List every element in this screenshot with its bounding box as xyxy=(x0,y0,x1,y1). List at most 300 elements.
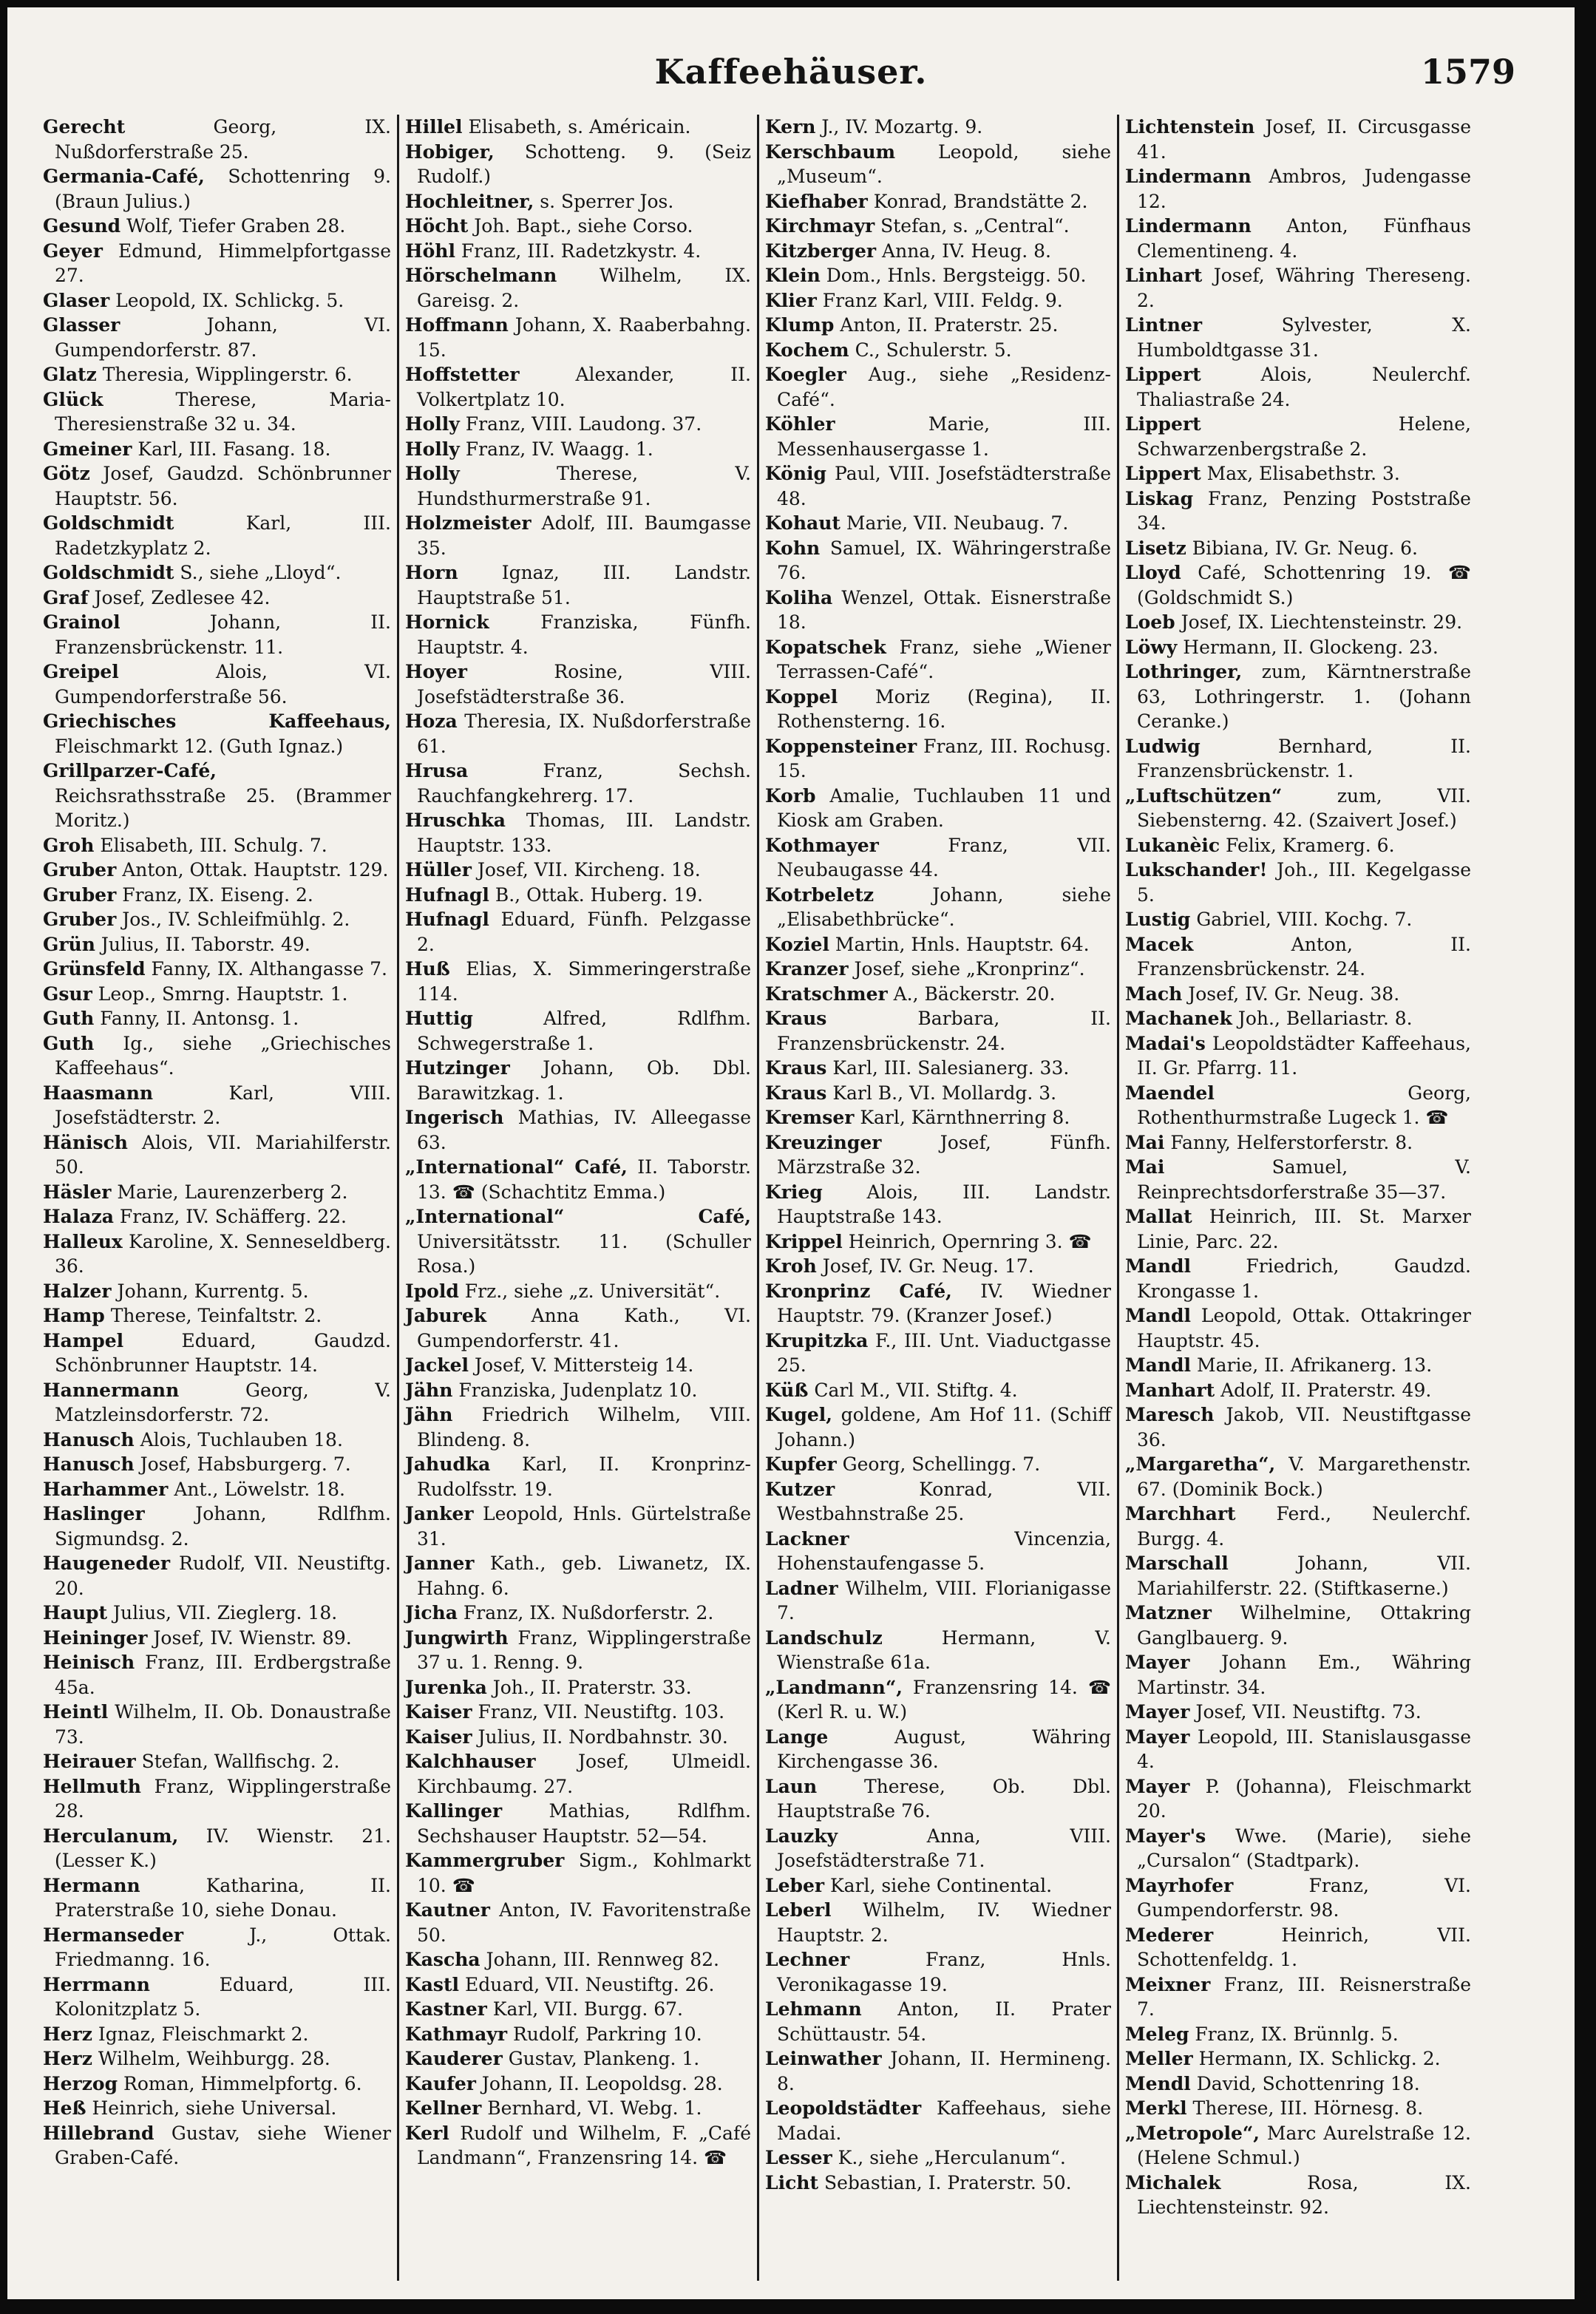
entry-name: Lisetz xyxy=(1125,537,1186,559)
entry-details: Gustav, Plankeng. 1. xyxy=(508,2048,700,2069)
entry-name: Jähn xyxy=(405,1404,453,1425)
directory-entry xyxy=(405,1502,751,1551)
entry-name: Meller xyxy=(1125,2048,1193,2069)
entry-name: König xyxy=(765,463,827,484)
entry-name: Kreuzinger xyxy=(765,1131,882,1153)
directory-entry xyxy=(765,1898,1111,1947)
entry-details: Ambros, Judengasse 12. xyxy=(1137,166,1471,212)
entry-details: August, Währing Kirchengasse 36. xyxy=(777,1726,1111,1772)
entry-details: Friedrich Wilhelm, VIII. Blindeng. 8. xyxy=(417,1404,752,1451)
directory-entry xyxy=(43,1006,391,1031)
entry-details: Wilhelm, II. Ob. Donaustraße 73. xyxy=(55,1701,391,1748)
directory-entry xyxy=(765,1006,1111,1056)
directory-entry xyxy=(765,2046,1111,2096)
directory-entry xyxy=(765,461,1111,511)
entry-details: Helene, Schwarzenbergstraße 2. xyxy=(1137,413,1471,460)
directory-entry xyxy=(765,1105,1111,1130)
directory-entry xyxy=(1125,313,1471,362)
entry-details: Leopold, siehe „Museum“. xyxy=(777,140,1111,187)
entry-details: Rosine, VIII. Josefstädterstraße 36. xyxy=(417,661,751,708)
entry-details: Alois, VII. Mariahilferstr. 50. xyxy=(55,1131,391,1178)
entry-name: Gruber xyxy=(43,883,117,906)
entry-details: Julius, II. Taborstr. 49. xyxy=(101,933,310,955)
entry-details: Karl, II. Kronprinz-Rudolfsstr. 19. xyxy=(417,1453,752,1500)
entry-name: Heirauer xyxy=(43,1751,136,1772)
entry-details: Ferd., Neulerchf. Burgg. 4. xyxy=(1137,1503,1471,1550)
entry-details: Johann, III. Rennweg 82. xyxy=(486,1949,719,1970)
entry-name: Lange xyxy=(765,1726,829,1748)
entry-details: Alois, III. Landstr. Hauptstraße 143. xyxy=(777,1181,1111,1227)
entry-name: Hoza xyxy=(405,710,458,732)
entry-details: Franzensring 14. ☎ (Kerl R. u. W.) xyxy=(777,1676,1111,1723)
directory-entry xyxy=(765,1527,1111,1576)
entry-details: Paul, VIII. Josefstädterstraße 48. xyxy=(777,463,1111,509)
entry-name: Mayer xyxy=(1125,1726,1190,1748)
directory-entry xyxy=(1125,1402,1471,1452)
directory-entry xyxy=(43,1130,391,1180)
entry-details: Moriz (Regina), II. Rothensterng. 16. xyxy=(777,685,1111,732)
entry-name: Marchhart xyxy=(1125,1503,1236,1524)
directory-entry xyxy=(765,1997,1111,2046)
entry-name: Hoffstetter xyxy=(405,364,520,385)
entry-details: Konrad, VII. Westbahnstraße 25. xyxy=(777,1478,1111,1524)
directory-entry xyxy=(1125,784,1471,833)
entry-name: Kastl xyxy=(405,1973,460,1995)
directory-entry xyxy=(43,1329,391,1378)
entry-details: Wolf, Tiefer Graben 28. xyxy=(126,215,346,237)
directory-columns xyxy=(37,115,1478,2281)
entry-details: Schottenring 9. (Braun Julius.) xyxy=(55,166,391,212)
directory-entry xyxy=(1125,164,1471,214)
entry-name: Lesser xyxy=(765,2147,832,2168)
entry-name: Guth xyxy=(43,1008,95,1029)
directory-entry xyxy=(1125,1006,1471,1031)
entry-details: Karl B., VI. Mollardg. 3. xyxy=(832,1082,1057,1104)
entry-name: Hermann xyxy=(43,1874,140,1896)
directory-entry xyxy=(765,957,1111,982)
column-2 xyxy=(397,115,757,2281)
directory-entry xyxy=(405,1378,751,1403)
entry-details: Julius, II. Nordbahnstr. 30. xyxy=(478,1726,728,1748)
entry-name: Lackner xyxy=(765,1527,849,1550)
entry-name: Holzmeister xyxy=(405,512,532,534)
directory-entry xyxy=(765,2145,1111,2171)
entry-details: F., III. Unt. Viaductgasse 25. xyxy=(777,1329,1111,1376)
directory-entry xyxy=(405,2046,751,2072)
entry-details: Johann, Ob. Dbl. Barawitzkag. 1. xyxy=(417,1057,751,1104)
entry-name: Heß xyxy=(43,2097,86,2119)
entry-name: Küß xyxy=(765,1379,809,1401)
entry-details: Leopold, III. Stanislausgasse 4. xyxy=(1137,1726,1471,1772)
entry-details: Samuel, V. Reinprechtsdorferstraße 35—37. xyxy=(1137,1156,1472,1203)
entry-details: Theresia, Wipplingerstr. 6. xyxy=(102,364,353,385)
entry-details: Josef, IV. Gr. Neug. 17. xyxy=(822,1255,1034,1277)
entry-name: Mendl xyxy=(1125,2072,1191,2094)
entry-details: Hermann, V. Wienstraße 61a. xyxy=(777,1626,1111,1673)
directory-entry xyxy=(405,2022,751,2047)
directory-entry xyxy=(405,1947,751,1972)
entry-name: Kitzberger xyxy=(765,240,877,262)
entry-name: Kaufer xyxy=(405,2072,476,2094)
directory-entry xyxy=(1125,932,1471,982)
entry-details: Johann Em., Währing Martinstr. 34. xyxy=(1137,1652,1471,1698)
directory-entry xyxy=(43,858,391,883)
entry-details: Marc Aurelstraße 12. (Helene Schmul.) xyxy=(1137,2122,1471,2168)
entry-details: Aug., siehe „Residenz-Café“. xyxy=(777,364,1112,410)
entry-details: Theresia, IX. Nußdorferstraße 61. xyxy=(417,710,751,757)
entry-name: „Landmann“, xyxy=(765,1676,903,1698)
directory-entry xyxy=(1125,560,1471,610)
directory-entry xyxy=(405,1972,751,1998)
entry-details: Anna, VIII. Josefstädterstraße 71. xyxy=(777,1825,1112,1871)
entry-name: Holly xyxy=(405,463,460,484)
entry-name: Kugel, xyxy=(765,1404,832,1425)
entry-details: Alois, Neulerchf. Thaliastraße 24. xyxy=(1137,364,1471,410)
entry-name: Ipold xyxy=(405,1280,459,1302)
entry-details: Adolf, III. Baumgasse 35. xyxy=(417,512,752,559)
directory-entry xyxy=(765,2171,1111,2196)
entry-name: Jähn xyxy=(405,1379,453,1401)
entry-name: Jahudka xyxy=(405,1453,491,1475)
entry-details: Rosa, IX. Liechtensteinstr. 92. xyxy=(1137,2171,1472,2218)
entry-name: Kothmayer xyxy=(765,834,879,856)
entry-details: Johann, Rdlfhm. Sigmundsg. 2. xyxy=(55,1503,391,1550)
entry-details: Karoline, X. Senneseldberg. 36. xyxy=(55,1230,391,1277)
entry-name: Kastner xyxy=(405,1998,487,2020)
entry-details: Franz, Hnls. Veronikagasse 19. xyxy=(777,1949,1112,1995)
entry-name: Hillebrand xyxy=(43,2122,154,2144)
entry-details: Franz, III. Erdbergstraße 45a. xyxy=(55,1652,391,1698)
directory-entry xyxy=(405,1303,751,1353)
entry-details: Wilhelm, VIII. Florianigasse 7. xyxy=(777,1577,1111,1623)
entry-name: Krupitzka xyxy=(765,1329,869,1351)
entry-name: Kaiser xyxy=(405,1726,472,1748)
entry-name: Hufnagl xyxy=(405,883,489,906)
directory-entry xyxy=(765,2096,1111,2145)
directory-entry xyxy=(405,239,751,264)
directory-entry xyxy=(405,437,751,462)
entry-details: Sylvester, X. Humboldtgasse 31. xyxy=(1137,314,1471,361)
directory-entry xyxy=(765,1130,1111,1180)
directory-entry xyxy=(1125,659,1471,734)
entry-name: Kaiser xyxy=(405,1701,472,1723)
entry-name: Grünsfeld xyxy=(43,958,146,980)
entry-details: B., Ottak. Huberg. 19. xyxy=(495,883,703,906)
directory-entry xyxy=(405,957,751,1006)
directory-entry xyxy=(43,1650,391,1700)
entry-name: Harhammer xyxy=(43,1478,169,1500)
entry-name: Koziel xyxy=(765,933,829,955)
entry-name: Hanusch xyxy=(43,1428,135,1451)
entry-name: Ludwig xyxy=(1125,735,1201,757)
entry-details: Carl M., VII. Stiftg. 4. xyxy=(814,1379,1018,1401)
directory-entry xyxy=(1125,2171,1471,2220)
entry-details: Eduard, III. Kolonitzplatz 5. xyxy=(55,1973,391,2020)
entry-name: Grillparzer-Café, xyxy=(43,760,217,781)
entry-details: Sigm., Kohlmarkt 10. ☎ xyxy=(417,1850,751,1896)
entry-name: Lukschander! xyxy=(1125,859,1268,881)
entry-details: Ignaz, III. Landstr. Hauptstraße 51. xyxy=(417,562,751,608)
directory-entry xyxy=(405,1601,751,1626)
entry-details: Joh., III. Kegelgasse 5. xyxy=(1137,859,1471,906)
column-3 xyxy=(757,115,1117,2281)
directory-entry xyxy=(1125,982,1471,1007)
entry-details: Frz., siehe „z. Universität“. xyxy=(464,1280,721,1302)
entry-name: Hufnagl xyxy=(405,909,489,930)
entry-details: Hermann, IX. Schlickg. 2. xyxy=(1198,2048,1441,2069)
entry-details: Friedrich, Gaudzd. Krongasse 1. xyxy=(1137,1255,1471,1302)
entry-details: Franz, Wipplingerstraße 28. xyxy=(55,1775,391,1822)
directory-entry xyxy=(765,1725,1111,1774)
entry-details: P. (Johanna), Fleischmarkt 20. xyxy=(1137,1775,1471,1822)
entry-name: Löwy xyxy=(1125,636,1178,658)
entry-details: Franziska, Fünfh. Hauptstr. 4. xyxy=(417,611,751,658)
entry-name: Kutzer xyxy=(765,1478,835,1500)
entry-details: Franz Karl, VIII. Feldg. 9. xyxy=(822,289,1063,311)
entry-name: Lechner xyxy=(765,1949,850,1970)
entry-details: Anton, Fünfhaus Clementineng. 4. xyxy=(1137,215,1471,262)
entry-name: Glasser xyxy=(43,314,120,336)
entry-details: Leopold, IX. Schlickg. 5. xyxy=(115,289,344,311)
directory-entry xyxy=(43,1279,391,1304)
directory-entry xyxy=(405,1997,751,2022)
directory-entry xyxy=(765,982,1111,1007)
entry-name: Groh xyxy=(43,834,95,856)
entry-name: Meixner xyxy=(1125,1973,1211,1995)
entry-name: „Luftschützen“ xyxy=(1125,784,1283,807)
entry-name: Hoffmann xyxy=(405,314,509,336)
directory-entry xyxy=(43,461,391,511)
entry-name: Herz xyxy=(43,2048,92,2069)
directory-entry xyxy=(765,412,1111,461)
entry-details: Eduard, Fünfh. Pelzgasse 2. xyxy=(417,909,751,955)
entry-details: Café, Schottenring 19. ☎ (Goldschmidt S.) xyxy=(1137,562,1471,608)
entry-name: Kautner xyxy=(405,1899,490,1921)
entry-name: Glück xyxy=(43,388,103,410)
entry-name: Leberl xyxy=(765,1899,832,1921)
directory-entry xyxy=(405,883,751,908)
directory-entry xyxy=(1125,2046,1471,2072)
directory-entry xyxy=(1125,1155,1471,1204)
entry-details: Sebastian, I. Praterstr. 50. xyxy=(824,2171,1072,2193)
directory-entry xyxy=(765,1229,1111,1255)
entry-name: Klein xyxy=(765,265,821,286)
entry-name: Halleux xyxy=(43,1230,123,1252)
entry-details: Franz, Wipplingerstraße 37 u. 1. Renng. 9. xyxy=(417,1626,751,1673)
entry-name: Landschulz xyxy=(765,1626,883,1649)
entry-name: Goldschmidt xyxy=(43,512,174,534)
directory-entry xyxy=(765,932,1111,957)
directory-entry xyxy=(43,586,391,611)
entry-details: Ignaz, Fleischmarkt 2. xyxy=(98,2023,309,2045)
entry-details: A., Bäckerstr. 20. xyxy=(893,983,1056,1005)
entry-name: Hruschka xyxy=(405,810,506,831)
entry-name: Kallinger xyxy=(405,1800,503,1822)
entry-name: Kupfer xyxy=(765,1453,837,1475)
entry-name: Jaburek xyxy=(405,1305,487,1326)
entry-details: Felix, Kramerg. 6. xyxy=(1226,834,1395,856)
directory-entry xyxy=(765,883,1111,932)
directory-entry xyxy=(405,560,751,610)
entry-details: Bernhard, VI. Webg. 1. xyxy=(487,2097,702,2119)
entry-details: Marie, III. Messenhausergasse 1. xyxy=(777,413,1111,460)
directory-entry xyxy=(765,239,1111,264)
entry-name: Horn xyxy=(405,562,458,583)
entry-name: Kathmayr xyxy=(405,2023,508,2045)
entry-name: Germania-Café, xyxy=(43,166,205,187)
entry-name: Jicha xyxy=(405,1602,458,1623)
directory-entry xyxy=(1125,1551,1471,1601)
entry-details: Julius, VII. Zieglerg. 18. xyxy=(112,1602,338,1623)
entry-details: Franz, VII. Neubaugasse 44. xyxy=(777,834,1112,881)
directory-entry xyxy=(765,1477,1111,1527)
entry-name: Griechisches Kaffeehaus, xyxy=(43,710,391,732)
directory-entry xyxy=(1125,1130,1471,1156)
entry-name: Hamp xyxy=(43,1305,105,1326)
directory-entry xyxy=(43,759,391,833)
entry-details: Anton, II. Franzensbrückenstr. 24. xyxy=(1137,933,1471,980)
entry-details: Johann, VI. Gumpendorferstr. 87. xyxy=(55,314,391,361)
entry-name: Kranzer xyxy=(765,958,849,980)
entry-name: Guth xyxy=(43,1032,95,1054)
directory-entry xyxy=(43,883,391,908)
entry-details: Mathias, Rdlfhm. Sechshauser Hauptstr. 52—54. xyxy=(417,1800,751,1847)
entry-details: Josef, IV. Wienstr. 89. xyxy=(153,1626,352,1649)
entry-name: Krieg xyxy=(765,1181,823,1203)
entry-name: Hrusa xyxy=(405,760,469,781)
directory-entry xyxy=(43,1428,391,1453)
entry-name: Mayer xyxy=(1125,1775,1190,1797)
directory-entry xyxy=(1125,1650,1471,1700)
entry-name: Kotrbeletz xyxy=(765,883,875,906)
entry-name: Madai's xyxy=(1125,1032,1206,1054)
directory-entry xyxy=(765,338,1111,363)
directory-entry xyxy=(405,214,751,239)
entry-name: Kirchmayr xyxy=(765,215,875,237)
directory-entry xyxy=(765,263,1111,288)
directory-entry xyxy=(405,1749,751,1799)
entry-details: IV. Wienstr. 21. (Lesser K.) xyxy=(55,1825,391,1871)
entry-details: Franz, Penzing Poststraße 34. xyxy=(1137,487,1471,534)
directory-entry xyxy=(405,1155,751,1204)
entry-details: Kath., geb. Liwanetz, IX. Hahng. 6. xyxy=(417,1553,752,1599)
directory-entry xyxy=(1125,115,1471,164)
entry-details: Josef, V. Mittersteig 14. xyxy=(474,1354,694,1376)
directory-entry xyxy=(43,164,391,214)
entry-details: Rudolf, Parkring 10. xyxy=(512,2023,702,2045)
entry-details: Georg, Rothenthurmstraße Lugeck 1. ☎ xyxy=(1137,1082,1471,1128)
directory-entry xyxy=(1125,536,1471,561)
entry-details: IV. Wiedner Hauptstr. 79. (Kranzer Josef.) xyxy=(777,1280,1112,1326)
directory-entry xyxy=(43,659,391,709)
entry-details: Wwe. (Marie), siehe „Cursalon“ (Stadtpark). xyxy=(1137,1825,1471,1871)
directory-entry xyxy=(405,1353,751,1378)
directory-entry xyxy=(405,907,751,957)
entry-name: Köhler xyxy=(765,413,835,435)
entry-name: Grainol xyxy=(43,611,120,633)
directory-entry xyxy=(43,932,391,957)
entry-details: Josef, Habsburgerg. 7. xyxy=(140,1453,351,1475)
entry-name: Kalchhauser xyxy=(405,1751,536,1772)
directory-entry xyxy=(43,313,391,362)
entry-name: Höhl xyxy=(405,240,455,262)
directory-entry xyxy=(405,1675,751,1700)
directory-entry xyxy=(43,511,391,560)
directory-entry xyxy=(43,214,391,239)
entry-name: Krippel xyxy=(765,1230,843,1252)
entry-details: Therese, Ob. Dbl. Hauptstraße 76. xyxy=(777,1775,1111,1822)
entry-details: Franz, III. Reisnerstraße 7. xyxy=(1137,1973,1471,2020)
directory-entry xyxy=(43,1303,391,1329)
entry-name: Mayer xyxy=(1125,1652,1190,1673)
entry-name: Lippert xyxy=(1125,364,1201,385)
directory-entry xyxy=(405,1452,751,1502)
entry-name: Lehmann xyxy=(765,1998,862,2020)
entry-name: Lindermann xyxy=(1125,166,1252,187)
directory-entry xyxy=(43,1749,391,1774)
directory-entry xyxy=(1125,1972,1471,2022)
entry-details: Wilhelm, Weihburgg. 28. xyxy=(98,2048,330,2069)
entry-details: Elisabeth, s. Américain. xyxy=(468,116,691,138)
entry-name: Greipel xyxy=(43,661,119,682)
entry-name: Macek xyxy=(1125,933,1194,955)
entry-name: Hillel xyxy=(405,116,463,138)
directory-entry xyxy=(1125,1353,1471,1378)
entry-name: Lauzky xyxy=(765,1825,838,1847)
directory-entry xyxy=(765,833,1111,883)
directory-entry xyxy=(765,1279,1111,1329)
entry-name: Lothringer, xyxy=(1125,661,1243,682)
entry-details: Alois, VI. Gumpendorferstraße 56. xyxy=(55,661,391,708)
directory-entry xyxy=(765,288,1111,313)
entry-details: Georg, Schellingg. 7. xyxy=(842,1453,1041,1475)
entry-name: Kochem xyxy=(765,339,849,361)
entry-details: Heinrich, siehe Universal. xyxy=(92,2097,337,2119)
directory-entry xyxy=(43,1081,391,1130)
directory-entry xyxy=(43,387,391,437)
entry-details: Therese, Teinfaltstr. 2. xyxy=(110,1305,322,1326)
directory-entry xyxy=(405,1725,751,1750)
entry-name: Klump xyxy=(765,314,835,336)
entry-name: Haslinger xyxy=(43,1503,145,1524)
directory-entry xyxy=(405,1700,751,1725)
entry-details: Therese, V. Hundsthurmerstraße 91. xyxy=(417,463,751,509)
entry-name: Kroh xyxy=(765,1255,817,1277)
entry-name: Jurenka xyxy=(405,1676,487,1698)
directory-entry xyxy=(405,709,751,759)
directory-entry xyxy=(405,1848,751,1898)
directory-entry xyxy=(43,1774,391,1824)
entry-details: Therese, III. Hörnesg. 8. xyxy=(1192,2097,1424,2119)
entry-details: Franz, VII. Neustiftg. 103. xyxy=(478,1701,725,1723)
directory-page xyxy=(7,7,1575,2299)
entry-details: Georg, IX. Nußdorferstraße 25. xyxy=(55,116,391,163)
entry-name: Gerecht xyxy=(43,116,126,138)
directory-entry xyxy=(1125,412,1471,461)
entry-details: J., IV. Mozartg. 9. xyxy=(821,116,983,138)
directory-entry xyxy=(43,833,391,858)
entry-details: Rudolf, VII. Neustiftg. 20. xyxy=(55,1553,391,1599)
entry-details: Johann, II. Leopoldsg. 28. xyxy=(481,2072,723,2094)
directory-entry xyxy=(1125,362,1471,412)
entry-name: Hänisch xyxy=(43,1131,128,1153)
entry-name: Goldschmidt xyxy=(43,562,174,583)
entry-details: Josef, IX. Liechtensteinstr. 29. xyxy=(1181,611,1463,633)
entry-name: Hoyer xyxy=(405,661,467,682)
entry-details: Joh., II. Praterstr. 33. xyxy=(492,1676,692,1698)
entry-name: Mayrhofer xyxy=(1125,1874,1234,1896)
directory-entry xyxy=(765,784,1111,833)
